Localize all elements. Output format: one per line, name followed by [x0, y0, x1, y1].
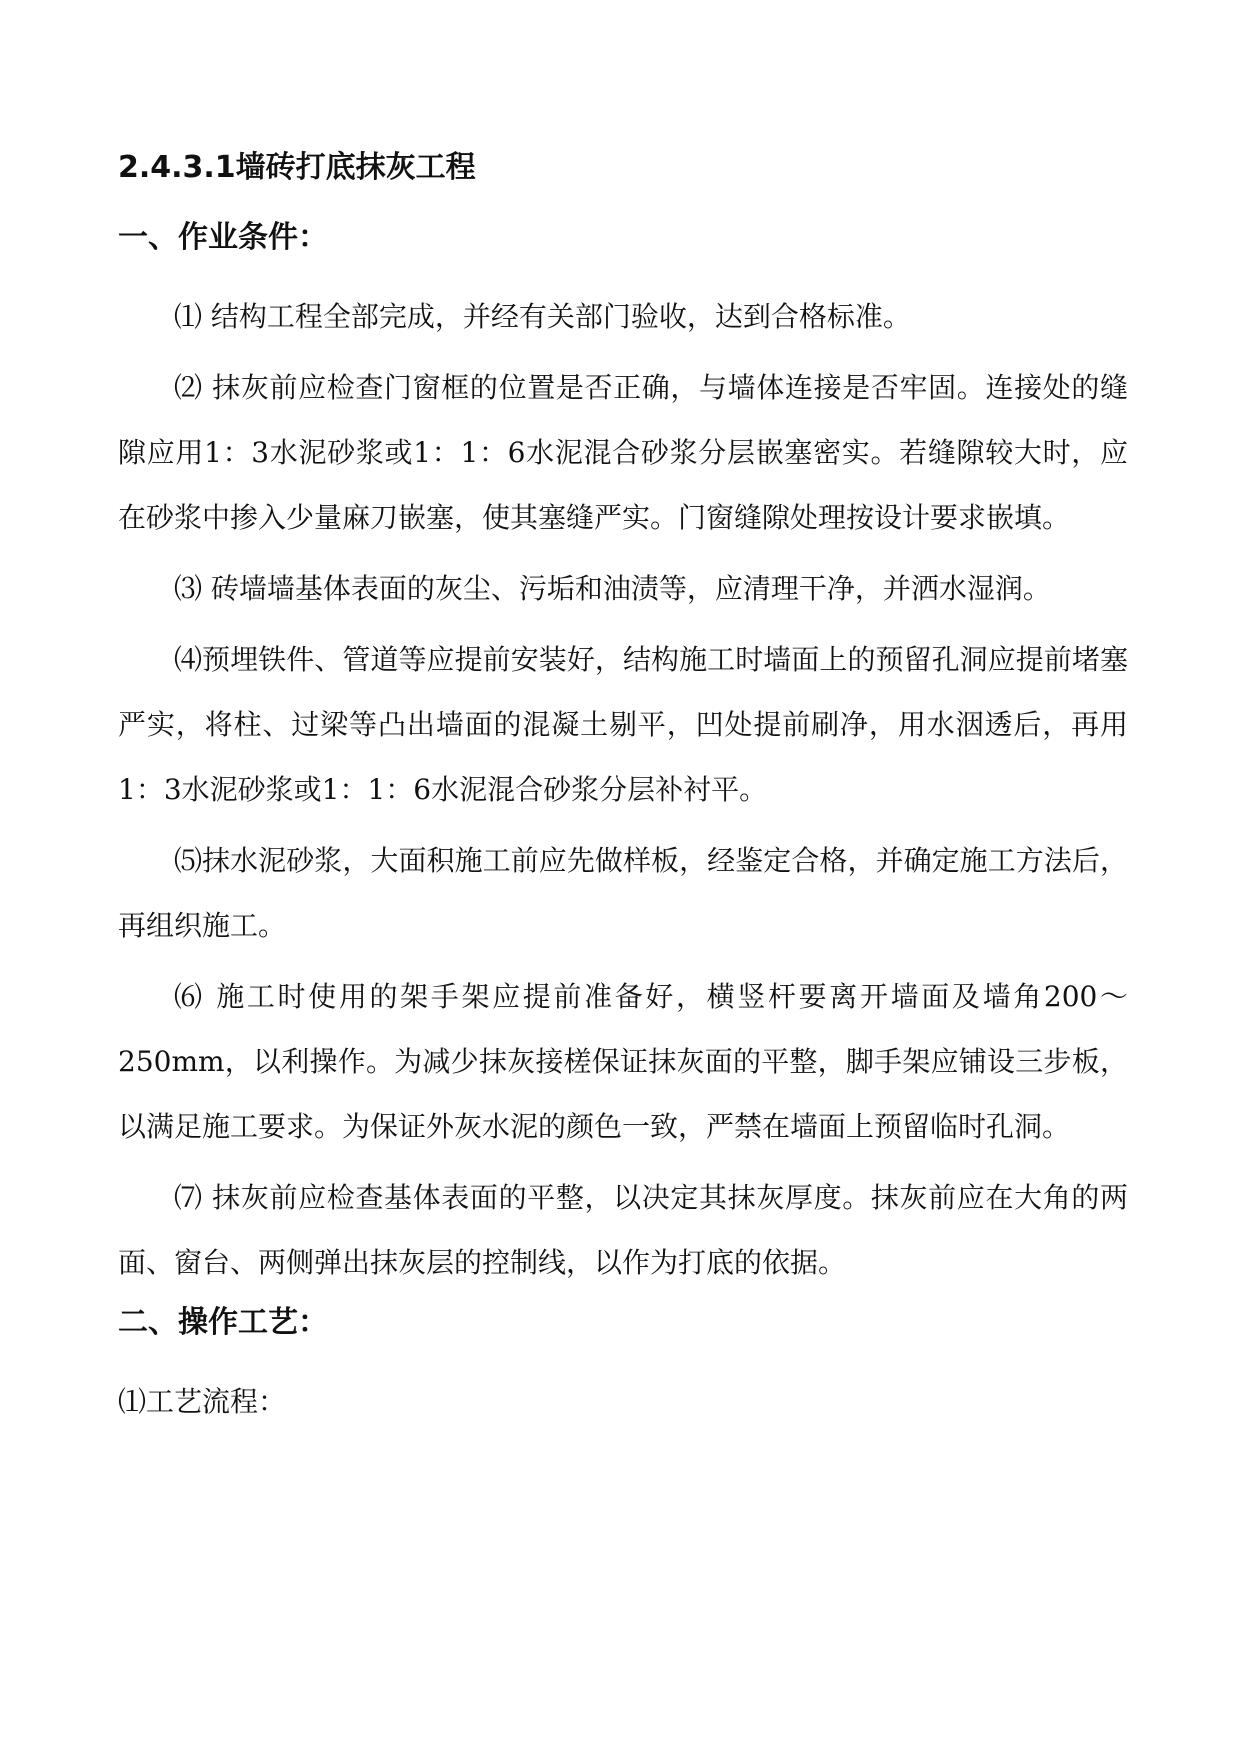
condition-item-3: ⑶ 砖墙墙基体表面的灰尘、污垢和油渍等，应清理干净，并洒水湿润。 — [174, 572, 1051, 605]
condition-item-6: ⑹ 施工时使用的架手架应提前准备好，横竖杆要离开墙面及墙角200～250mm，以利操作。为减少抹灰接槎保证抹灰面的平整，脚手架应铺设三步板，以满足施工要求。为保证外灰水泥的颜色一致，严禁在墙面上预留临时孔洞。 — [118, 980, 1128, 1143]
section-2-title: 二、操作工艺： — [118, 1305, 328, 1340]
page-title: 2.4.3.1墙砖打底抹灰工程 — [118, 150, 476, 185]
section-1-title: 一、作业条件： — [118, 220, 328, 255]
condition-item-1: ⑴ 结构工程全部完成，并经有关部门验收，达到合格标准。 — [174, 300, 911, 333]
condition-item-2: ⑵ 抹灰前应检查门窗框的位置是否正确，与墙体连接是否牢固。连接处的缝隙应用1：3水泥砂浆或1：1：6水泥混合砂浆分层嵌塞密实。若缝隙较大时，应在砂浆中掺入少量麻刀嵌塞，使其塞缝严实。门窗缝隙处理按设计要求嵌填。 — [118, 371, 1128, 534]
condition-item-7: ⑺ 抹灰前应检查基体表面的平整，以决定其抹灰厚度。抹灰前应在大角的两面、窗台、两侧弹出抹灰层的控制线，以作为打底的依据。 — [118, 1181, 1128, 1279]
condition-item-4: ⑷预埋铁件、管道等应提前安装好，结构施工时墙面上的预留孔洞应提前堵塞严实，将柱、过梁等凸出墙面的混凝土剔平，凹处提前刷净，用水洇透后，再用1：3水泥砂浆或1：1：6水泥混合砂浆分层补衬平。 — [118, 643, 1128, 806]
document-body — [118, 148, 1128, 1440]
process-item-1: ⑴工艺流程： — [118, 1385, 287, 1418]
condition-item-5: ⑸抹水泥砂浆，大面积施工前应先做样板，经鉴定合格，并确定施工方法后，再组织施工。 — [118, 844, 1128, 942]
